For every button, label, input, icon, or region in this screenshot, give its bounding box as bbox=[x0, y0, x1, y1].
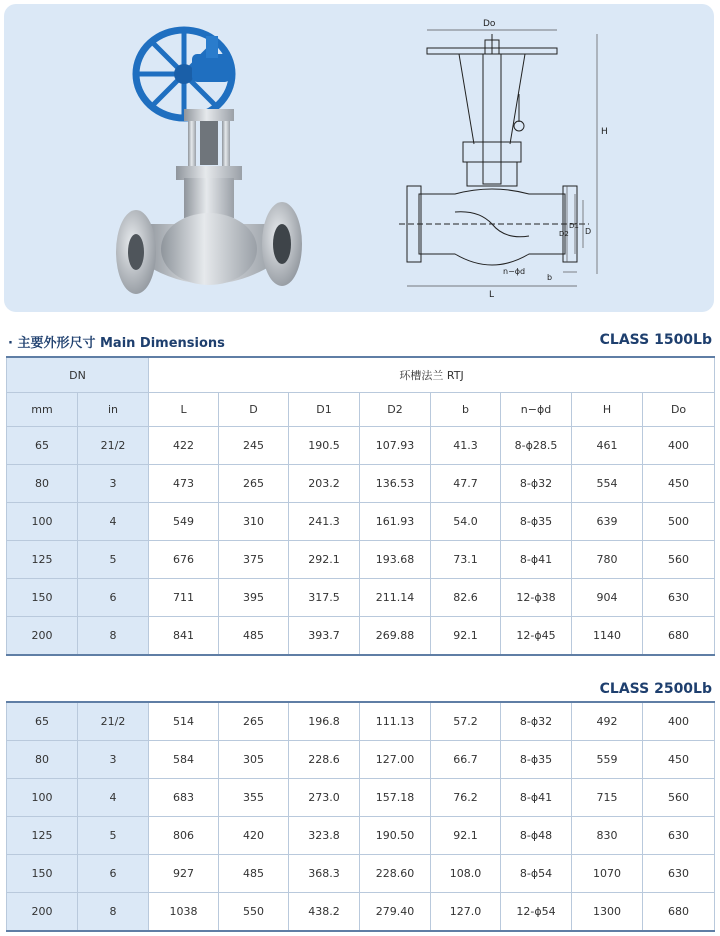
table-cell: 228.6 bbox=[289, 741, 360, 779]
table-cell: 6 bbox=[78, 579, 149, 617]
table-row bbox=[7, 617, 715, 656]
table-cell: 161.93 bbox=[360, 503, 431, 541]
table-row bbox=[7, 817, 715, 855]
table-cell: 125 bbox=[7, 541, 78, 579]
table-cell: 368.3 bbox=[289, 855, 360, 893]
table-cell: 21/2 bbox=[78, 702, 149, 741]
table-cell: 265 bbox=[219, 702, 289, 741]
table-cell: 305 bbox=[219, 741, 289, 779]
table-cell: 100 bbox=[7, 503, 78, 541]
table-cell: 549 bbox=[149, 503, 219, 541]
table-row bbox=[7, 893, 715, 932]
table-cell: 400 bbox=[643, 427, 715, 465]
table-cell: 485 bbox=[219, 617, 289, 656]
label-b: b bbox=[547, 273, 553, 282]
table-cell: 560 bbox=[643, 779, 715, 817]
table-cell: 550 bbox=[219, 893, 289, 932]
dimensions-table-class-1500 bbox=[6, 356, 715, 656]
table-cell: 400 bbox=[643, 702, 715, 741]
table-cell: 711 bbox=[149, 579, 219, 617]
table-row bbox=[7, 579, 715, 617]
table-cell: 196.8 bbox=[289, 702, 360, 741]
table-cell: 92.1 bbox=[431, 817, 501, 855]
header-dn: DN bbox=[7, 357, 149, 393]
table-body-2500 bbox=[7, 702, 715, 931]
table-cell: 8-ϕ35 bbox=[501, 741, 572, 779]
table-cell: 54.0 bbox=[431, 503, 501, 541]
table-cell: 830 bbox=[572, 817, 643, 855]
table-cell: 12-ϕ54 bbox=[501, 893, 572, 932]
table-cell: 111.13 bbox=[360, 702, 431, 741]
table-cell: 461 bbox=[572, 427, 643, 465]
header-rtj: 环槽法兰 RTJ bbox=[149, 357, 715, 393]
globe-valve-photo bbox=[114, 14, 304, 304]
table-cell: 3 bbox=[78, 741, 149, 779]
table-cell: 8-ϕ28.5 bbox=[501, 427, 572, 465]
table-cell: 1300 bbox=[572, 893, 643, 932]
table-cell: 904 bbox=[572, 579, 643, 617]
table-cell: 73.1 bbox=[431, 541, 501, 579]
table-cell: 47.7 bbox=[431, 465, 501, 503]
table-cell: 560 bbox=[643, 541, 715, 579]
table-cell: 100 bbox=[7, 779, 78, 817]
table-cell: 265 bbox=[219, 465, 289, 503]
table-cell: 438.2 bbox=[289, 893, 360, 932]
table-cell: 108.0 bbox=[431, 855, 501, 893]
table-cell: 273.0 bbox=[289, 779, 360, 817]
table-cell: 559 bbox=[572, 741, 643, 779]
table-cell: 193.68 bbox=[360, 541, 431, 579]
table-cell: 715 bbox=[572, 779, 643, 817]
table-cell: 422 bbox=[149, 427, 219, 465]
header-row bbox=[7, 393, 715, 427]
table-cell: 12-ϕ38 bbox=[501, 579, 572, 617]
table-cell: 269.88 bbox=[360, 617, 431, 656]
table-cell: 41.3 bbox=[431, 427, 501, 465]
table-cell: 21/2 bbox=[78, 427, 149, 465]
table-row bbox=[7, 779, 715, 817]
table-cell: 630 bbox=[643, 817, 715, 855]
col-do: Do bbox=[643, 393, 715, 427]
col-d2: D2 bbox=[360, 393, 431, 427]
table-cell: 80 bbox=[7, 741, 78, 779]
table-cell: 317.5 bbox=[289, 579, 360, 617]
label-d2: D2 bbox=[559, 230, 569, 238]
table-row bbox=[7, 855, 715, 893]
table-cell: 514 bbox=[149, 702, 219, 741]
class-1500-label: CLASS 1500Lb bbox=[599, 332, 712, 348]
table-cell: 395 bbox=[219, 579, 289, 617]
table-cell: 473 bbox=[149, 465, 219, 503]
class-2500-label: CLASS 2500Lb bbox=[599, 681, 712, 697]
table-cell: 680 bbox=[643, 617, 715, 656]
table-cell: 8-ϕ41 bbox=[501, 541, 572, 579]
table-row bbox=[7, 427, 715, 465]
table-cell: 57.2 bbox=[431, 702, 501, 741]
table-cell: 806 bbox=[149, 817, 219, 855]
table-cell: 200 bbox=[7, 617, 78, 656]
table-cell: 136.53 bbox=[360, 465, 431, 503]
table-cell: 492 bbox=[572, 702, 643, 741]
table-cell: 292.1 bbox=[289, 541, 360, 579]
table-cell: 65 bbox=[7, 427, 78, 465]
table-cell: 203.2 bbox=[289, 465, 360, 503]
table-cell: 630 bbox=[643, 579, 715, 617]
table-cell: 3 bbox=[78, 465, 149, 503]
col-l: L bbox=[149, 393, 219, 427]
table-cell: 150 bbox=[7, 579, 78, 617]
table-cell: 485 bbox=[219, 855, 289, 893]
col-b: b bbox=[431, 393, 501, 427]
table-cell: 150 bbox=[7, 855, 78, 893]
product-image-panel bbox=[4, 4, 714, 312]
col-nd: n−ϕd bbox=[501, 393, 572, 427]
table-cell: 127.0 bbox=[431, 893, 501, 932]
table-cell: 8-ϕ48 bbox=[501, 817, 572, 855]
table-row bbox=[7, 541, 715, 579]
label-l: L bbox=[489, 290, 495, 300]
table-cell: 76.2 bbox=[431, 779, 501, 817]
table-cell: 190.50 bbox=[360, 817, 431, 855]
table-cell: 927 bbox=[149, 855, 219, 893]
table-cell: 676 bbox=[149, 541, 219, 579]
table-cell: 450 bbox=[643, 741, 715, 779]
dimensions-table-class-2500 bbox=[6, 701, 715, 932]
label-h: H bbox=[601, 127, 608, 137]
table-cell: 1038 bbox=[149, 893, 219, 932]
col-d1: D1 bbox=[289, 393, 360, 427]
table-cell: 1070 bbox=[572, 855, 643, 893]
table-cell: 82.6 bbox=[431, 579, 501, 617]
table-cell: 157.18 bbox=[360, 779, 431, 817]
table-cell: 92.1 bbox=[431, 617, 501, 656]
table-cell: 323.8 bbox=[289, 817, 360, 855]
table-cell: 8-ϕ35 bbox=[501, 503, 572, 541]
col-h: H bbox=[572, 393, 643, 427]
table-cell: 780 bbox=[572, 541, 643, 579]
table-cell: 279.40 bbox=[360, 893, 431, 932]
table-cell: 310 bbox=[219, 503, 289, 541]
table-cell: 680 bbox=[643, 893, 715, 932]
table-cell: 841 bbox=[149, 617, 219, 656]
table-cell: 228.60 bbox=[360, 855, 431, 893]
table-cell: 1140 bbox=[572, 617, 643, 656]
table-cell: 8-ϕ32 bbox=[501, 465, 572, 503]
table-cell: 450 bbox=[643, 465, 715, 503]
table-cell: 630 bbox=[643, 855, 715, 893]
table-cell: 639 bbox=[572, 503, 643, 541]
table-cell: 241.3 bbox=[289, 503, 360, 541]
table-cell: 211.14 bbox=[360, 579, 431, 617]
table-cell: 200 bbox=[7, 893, 78, 932]
table-cell: 5 bbox=[78, 541, 149, 579]
section-title: · 主要外形尺寸 Main Dimensions bbox=[8, 336, 225, 351]
table-cell: 500 bbox=[643, 503, 715, 541]
table-cell: 8 bbox=[78, 617, 149, 656]
table-cell: 5 bbox=[78, 817, 149, 855]
col-in: in bbox=[78, 393, 149, 427]
table-cell: 420 bbox=[219, 817, 289, 855]
table-cell: 375 bbox=[219, 541, 289, 579]
table-row bbox=[7, 465, 715, 503]
table-cell: 393.7 bbox=[289, 617, 360, 656]
table-cell: 355 bbox=[219, 779, 289, 817]
table-cell: 8-ϕ41 bbox=[501, 779, 572, 817]
table-cell: 554 bbox=[572, 465, 643, 503]
col-d: D bbox=[219, 393, 289, 427]
table-cell: 584 bbox=[149, 741, 219, 779]
table-cell: 65 bbox=[7, 702, 78, 741]
label-d: D bbox=[585, 227, 592, 236]
table-cell: 190.5 bbox=[289, 427, 360, 465]
table-cell: 12-ϕ45 bbox=[501, 617, 572, 656]
table-cell: 80 bbox=[7, 465, 78, 503]
table-row bbox=[7, 503, 715, 541]
table-cell: 245 bbox=[219, 427, 289, 465]
table-cell: 125 bbox=[7, 817, 78, 855]
globe-valve-dimension-drawing bbox=[399, 14, 619, 304]
table-cell: 66.7 bbox=[431, 741, 501, 779]
table-row bbox=[7, 741, 715, 779]
col-mm: mm bbox=[7, 393, 78, 427]
table-cell: 4 bbox=[78, 503, 149, 541]
table-cell: 107.93 bbox=[360, 427, 431, 465]
table-cell: 127.00 bbox=[360, 741, 431, 779]
table-cell: 8-ϕ54 bbox=[501, 855, 572, 893]
table-row bbox=[7, 702, 715, 741]
table-cell: 683 bbox=[149, 779, 219, 817]
table-cell: 4 bbox=[78, 779, 149, 817]
label-d1: D1 bbox=[569, 222, 579, 230]
table-cell: 8 bbox=[78, 893, 149, 932]
label-nd: n−ϕd bbox=[503, 267, 526, 276]
table-cell: 8-ϕ32 bbox=[501, 702, 572, 741]
table-cell: 6 bbox=[78, 855, 149, 893]
label-do: Do bbox=[483, 19, 496, 29]
table-body-1500 bbox=[7, 427, 715, 656]
